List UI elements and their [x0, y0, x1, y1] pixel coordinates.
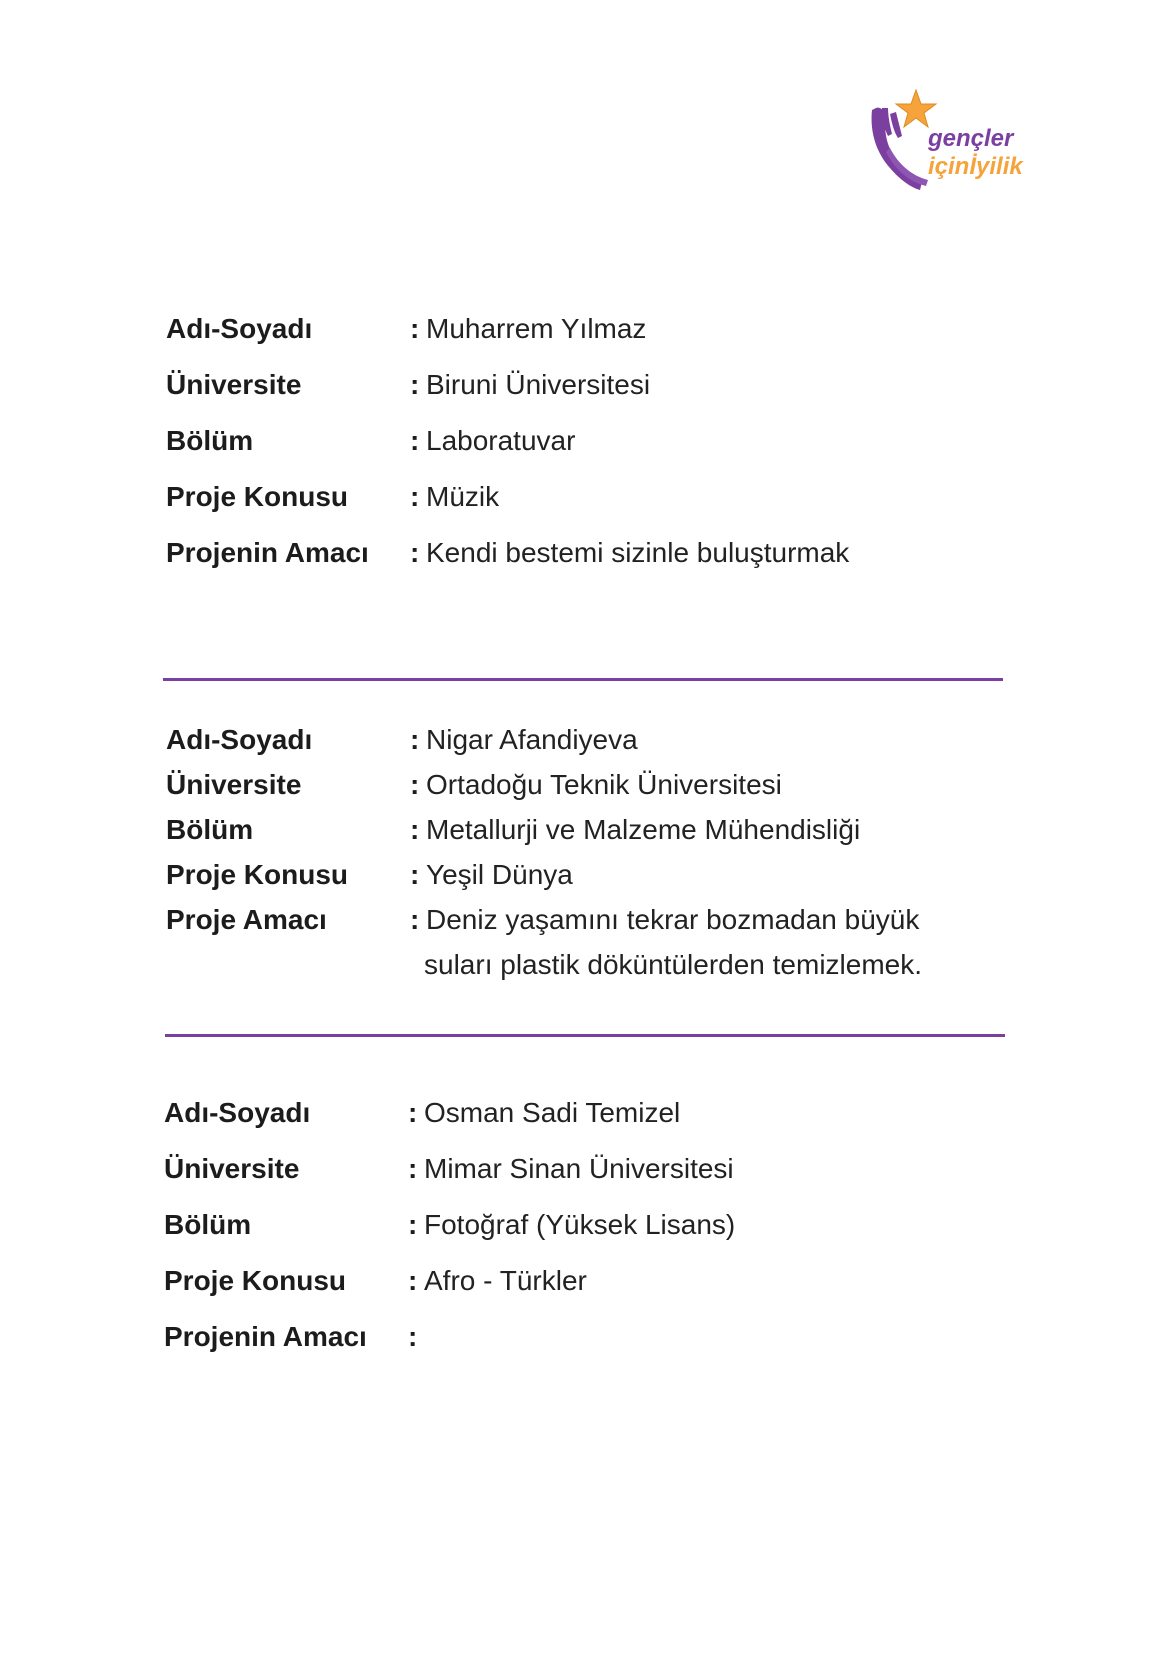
- logo-text-line2: içinİyilik: [928, 153, 1023, 180]
- field-label: Projenin Amacı: [164, 1321, 367, 1352]
- field-value-line2: suları plastik döküntülerden temizlemek.: [424, 949, 923, 980]
- field-row-department: [0, 425, 1149, 465]
- field-colon: :: [410, 814, 420, 845]
- field-row-name: [0, 724, 1149, 764]
- field-row-university: [0, 369, 1149, 409]
- field-colon: :: [408, 1321, 418, 1352]
- field-label: Projenin Amacı: [166, 537, 369, 568]
- field-row-name: [0, 313, 1149, 353]
- field-colon: :: [410, 369, 420, 400]
- field-value: Nigar Afandiyeva: [426, 724, 638, 755]
- field-row-project-topic: [0, 859, 1149, 899]
- field-colon: :: [410, 724, 420, 755]
- field-value: Metallurji ve Malzeme Mühendisliği: [426, 814, 861, 845]
- field-row-university: [0, 1153, 1149, 1193]
- field-value: Laboratuvar: [426, 425, 576, 456]
- field-colon: :: [410, 313, 420, 344]
- field-label: Proje Konusu: [164, 1265, 347, 1296]
- field-value: Muharrem Yılmaz: [426, 313, 647, 344]
- field-colon: :: [410, 481, 420, 512]
- field-row-project-topic: [0, 481, 1149, 521]
- field-row-project-topic: [0, 1265, 1149, 1305]
- field-label: Adı-Soyadı: [166, 313, 313, 344]
- field-row-department: [0, 814, 1149, 854]
- field-value: Kendi bestemi sizinle buluşturmak: [426, 537, 850, 568]
- field-label: Bölüm: [166, 425, 254, 456]
- section-divider: [163, 678, 1003, 681]
- field-value: Fotoğraf (Yüksek Lisans): [424, 1209, 736, 1240]
- field-row-department: [0, 1209, 1149, 1249]
- field-label: Bölüm: [164, 1209, 252, 1240]
- field-value: Müzik: [426, 481, 500, 512]
- field-colon: :: [410, 904, 420, 935]
- field-colon: :: [410, 859, 420, 890]
- field-row-name: [0, 1097, 1149, 1137]
- field-row-university: [0, 769, 1149, 809]
- field-colon: :: [408, 1265, 418, 1296]
- field-label: Üniversite: [164, 1153, 300, 1184]
- field-colon: :: [408, 1097, 418, 1128]
- field-label: Adı-Soyadı: [166, 724, 313, 755]
- section-divider: [165, 1034, 1005, 1037]
- field-row-project-goal: [0, 904, 1149, 944]
- field-value: Deniz yaşamını tekrar bozmadan büyük: [426, 904, 920, 935]
- field-row-project-goal: [0, 1321, 1149, 1361]
- field-colon: :: [410, 769, 420, 800]
- field-row-project-goal-cont: [0, 949, 1149, 989]
- genclericin-iyilik-logo: [868, 88, 1068, 208]
- field-label: Üniversite: [166, 769, 302, 800]
- field-value: Yeşil Dünya: [426, 859, 573, 890]
- field-value: Afro - Türkler: [424, 1265, 587, 1296]
- field-label: Bölüm: [166, 814, 254, 845]
- field-label: Adı-Soyadı: [164, 1097, 311, 1128]
- field-value: Ortadoğu Teknik Üniversitesi: [426, 769, 782, 800]
- field-value: Biruni Üniversitesi: [426, 369, 651, 400]
- field-label: Üniversite: [166, 369, 302, 400]
- field-value: Mimar Sinan Üniversitesi: [424, 1153, 734, 1184]
- logo-text-line1: gençler: [928, 125, 1014, 152]
- field-colon: :: [410, 425, 420, 456]
- field-colon: :: [410, 537, 420, 568]
- field-label: Proje Konusu: [166, 481, 349, 512]
- field-label: Proje Konusu: [166, 859, 349, 890]
- field-label: Proje Amacı: [166, 904, 327, 935]
- field-row-project-goal: [0, 537, 1149, 577]
- field-colon: :: [408, 1209, 418, 1240]
- field-colon: :: [408, 1153, 418, 1184]
- star-icon: [896, 90, 936, 127]
- field-value: Osman Sadi Temizel: [424, 1097, 681, 1128]
